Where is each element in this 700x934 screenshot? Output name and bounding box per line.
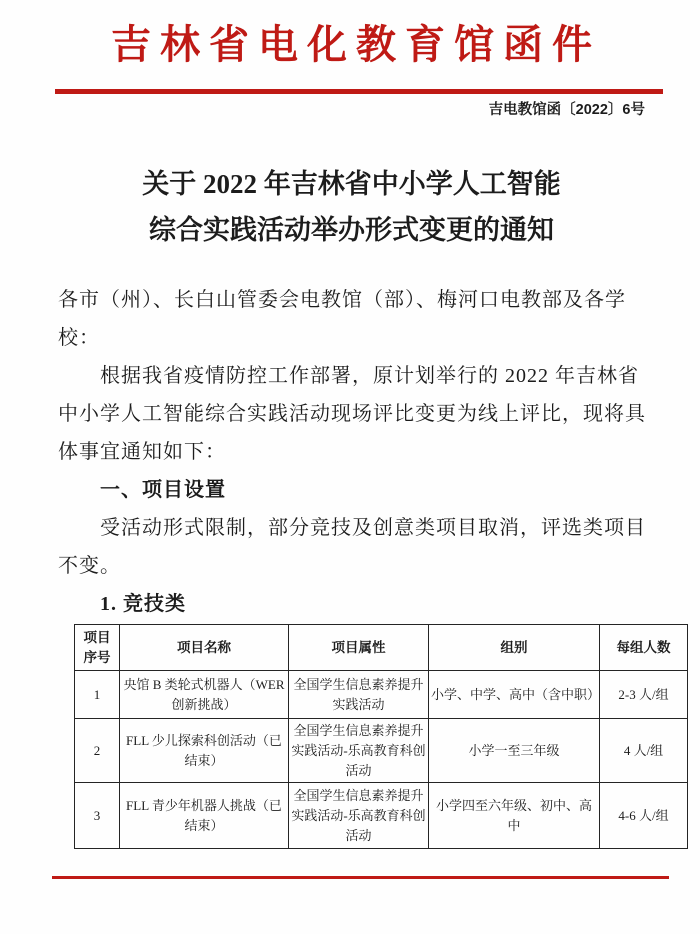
table-cell-index: 2 xyxy=(75,719,120,783)
header-cell-name: 项目名称 xyxy=(120,625,289,671)
table-row xyxy=(75,783,688,849)
header-cell-group: 组别 xyxy=(429,625,600,671)
doc-number: 吉电教馆函〔2022〕6号 xyxy=(488,102,645,118)
table-cell-attribute: 全国学生信息素养提升实践活动-乐高教育科创活动 xyxy=(289,719,429,783)
paragraph2-line-1: 受活动形式限制，部分竞技及创意类项目取消，评选类项目 xyxy=(100,517,646,539)
table-cell-index: 3 xyxy=(75,783,120,849)
table-cell-name: FLL 少儿探索科创活动（已结束） xyxy=(120,719,289,783)
table-cell-index: 1 xyxy=(75,671,120,719)
document-title-line1: 关于 2022 年吉林省中小学人工智能 xyxy=(142,169,561,199)
table-cell-attribute: 全国学生信息素养提升实践活动-乐高教育科创活动 xyxy=(289,783,429,849)
competition-table xyxy=(74,624,688,849)
section-heading-project-setup: 一、项目设置 xyxy=(100,479,226,501)
table-header-row xyxy=(75,625,688,671)
salutation-line-1: 各市（州）、长白山管委会电教馆（部）、梅河口电教部及各学 xyxy=(58,289,626,311)
paragraph1-line-1: 根据我省疫情防控工作部署，原计划举行的 2022 年吉林省 xyxy=(100,365,639,387)
document-title-line2: 综合实践活动举办形式变更的通知 xyxy=(149,215,554,245)
table-row xyxy=(75,671,688,719)
table-cell-name: FLL 青少年机器人挑战（已结束） xyxy=(120,783,289,849)
table-cell-team-size: 2-3 人/组 xyxy=(600,671,688,719)
table-cell-group: 小学、中学、高中（含中职） xyxy=(429,671,600,719)
letterhead-rule xyxy=(55,89,663,94)
paragraph1-line-3: 体事宜通知如下： xyxy=(58,441,226,463)
document-body xyxy=(58,281,645,623)
document-title xyxy=(58,161,645,253)
header-cell-attribute: 项目属性 xyxy=(289,625,429,671)
table-cell-group: 小学一至三年级 xyxy=(429,719,600,783)
header-cell-team-size: 每组人数 xyxy=(600,625,688,671)
table-cell-name: 央馆 B 类轮式机器人（WER 创新挑战） xyxy=(120,671,289,719)
paragraph1-line-2: 中小学人工智能综合实践活动现场评比变更为线上评比，现将具 xyxy=(58,403,646,425)
footer-rule xyxy=(52,876,669,879)
salutation-line-2: 校： xyxy=(58,327,100,349)
table-cell-team-size: 4 人/组 xyxy=(600,719,688,783)
table-cell-attribute: 全国学生信息素养提升实践活动 xyxy=(289,671,429,719)
table-row xyxy=(75,719,688,783)
letterhead-title: 吉林省电化教育馆函件 xyxy=(111,22,601,67)
table-cell-group: 小学四至六年级、初中、高中 xyxy=(429,783,600,849)
header-cell-index: 项目序号 xyxy=(75,625,120,671)
subsection-heading-competition: 1. 竞技类 xyxy=(100,593,186,615)
paragraph2-line-2: 不变。 xyxy=(58,555,121,577)
table-cell-team-size: 4-6 人/组 xyxy=(600,783,688,849)
